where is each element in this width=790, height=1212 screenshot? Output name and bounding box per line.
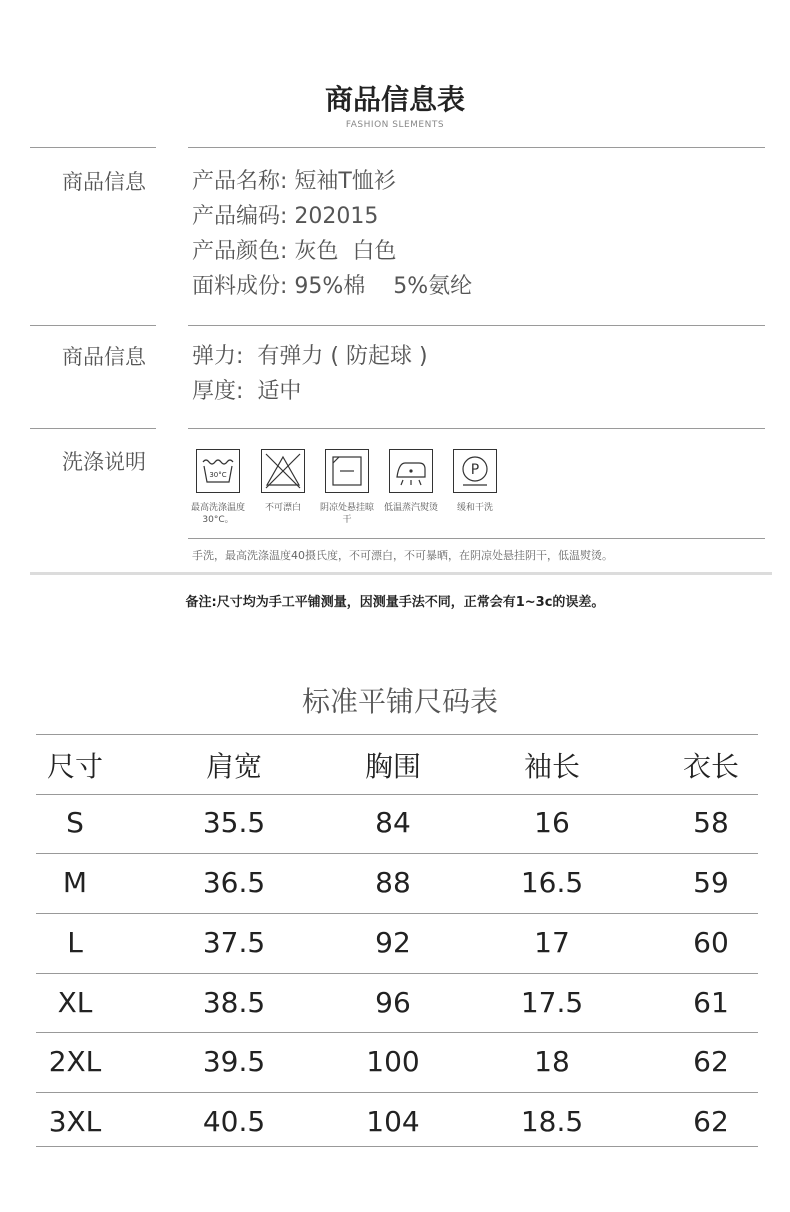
wash-temp-text: 30°C [209,471,227,479]
table-cell: 2XL [48,1045,102,1078]
table-cell: 104 [366,1105,420,1138]
table-line [36,1092,758,1093]
table-cell: 3XL [48,1105,102,1138]
product-code: 产品编码: 202015 [192,204,379,229]
table-cell: 61 [693,986,729,1019]
divider [30,147,156,148]
table-cell: 35.5 [202,806,266,839]
product-name: 产品名称: 短袖T恤衫 [192,169,396,194]
table-line [36,913,758,914]
care-caption-iron: 低温蒸汽熨烫 [383,503,438,513]
table-header-sleeve: 袖长 [523,750,580,783]
wash-30-icon [196,449,240,493]
table-line [36,853,758,854]
dry-clean-letter: P [470,462,480,478]
table-cell: 16 [534,806,570,839]
table-cell: 36.5 [202,866,266,899]
size-table-title: 标准平铺尺码表 [301,685,498,718]
table-cell: 100 [366,1045,420,1078]
table-cell: 62 [693,1045,729,1078]
table-header-chest: 胸围 [364,750,421,783]
elasticity: 弹力: 有弹力 ( 防起球 ) [192,344,428,369]
table-header-shoulder: 肩宽 [205,750,262,783]
table-cell: 92 [375,926,411,959]
divider [188,325,765,326]
table-cell: S [66,806,84,839]
table-cell: 39.5 [202,1045,266,1078]
fabric-composition: 面料成份: 95%棉 5%氨纶 [192,274,473,299]
table-line [36,1032,758,1033]
table-line [36,973,758,974]
table-line [36,734,758,735]
table-cell: XL [57,986,93,1019]
thick-divider [30,572,772,575]
care-caption-wash: 最高洗涤温度30°C。 [190,503,245,525]
table-header-size: 尺寸 [46,750,103,783]
table-cell: 18.5 [520,1105,584,1138]
gentle-dry-clean-icon [453,449,497,493]
divider [30,325,156,326]
care-caption-no-bleach: 不可漂白 [264,503,301,513]
table-cell: 84 [375,806,411,839]
table-line [36,1146,758,1147]
page-title: 商品信息表 [324,83,465,116]
table-cell: L [67,926,83,959]
care-caption-dry-clean: 缓和干洗 [456,503,493,513]
page-subtitle: FASHION SLEMENTS [345,120,445,130]
divider [188,538,765,539]
thickness: 厚度: 适中 [192,379,302,404]
care-caption-hang-dry: 阴凉处悬挂晾干 [319,503,374,525]
divider [30,428,156,429]
section-label-washing: 洗涤说明 [62,450,146,474]
table-cell: 17 [534,926,570,959]
measurement-remark: 备注:尺寸均为手工平铺测量，因测量手法不同，正常会有1~3c的误差。 [185,595,605,610]
table-cell: 16.5 [520,866,584,899]
washing-note: 手洗，最高洗涤温度40摄氏度，不可漂白，不可暴晒，在阴凉处悬挂阴干，低温熨烫。 [192,549,613,562]
table-cell: 18 [534,1045,570,1078]
table-line [36,794,758,795]
table-cell: 59 [693,866,729,899]
section-label-product-info-2: 商品信息 [62,345,146,369]
table-cell: 58 [693,806,729,839]
product-color: 产品颜色: 灰色 白色 [192,239,397,264]
table-cell: 62 [693,1105,729,1138]
no-bleach-icon [261,449,305,493]
table-cell: 40.5 [202,1105,266,1138]
table-cell: M [62,866,88,899]
table-cell: 88 [375,866,411,899]
divider [188,147,765,148]
table-cell: 96 [375,986,411,1019]
low-temp-steam-iron-icon [389,449,433,493]
section-label-product-info: 商品信息 [62,170,146,194]
table-cell: 17.5 [520,986,584,1019]
shade-hang-dry-icon [325,449,369,493]
table-cell: 60 [693,926,729,959]
divider [188,428,765,429]
table-cell: 37.5 [202,926,266,959]
table-header-length: 衣长 [682,750,739,783]
table-cell: 38.5 [202,986,266,1019]
